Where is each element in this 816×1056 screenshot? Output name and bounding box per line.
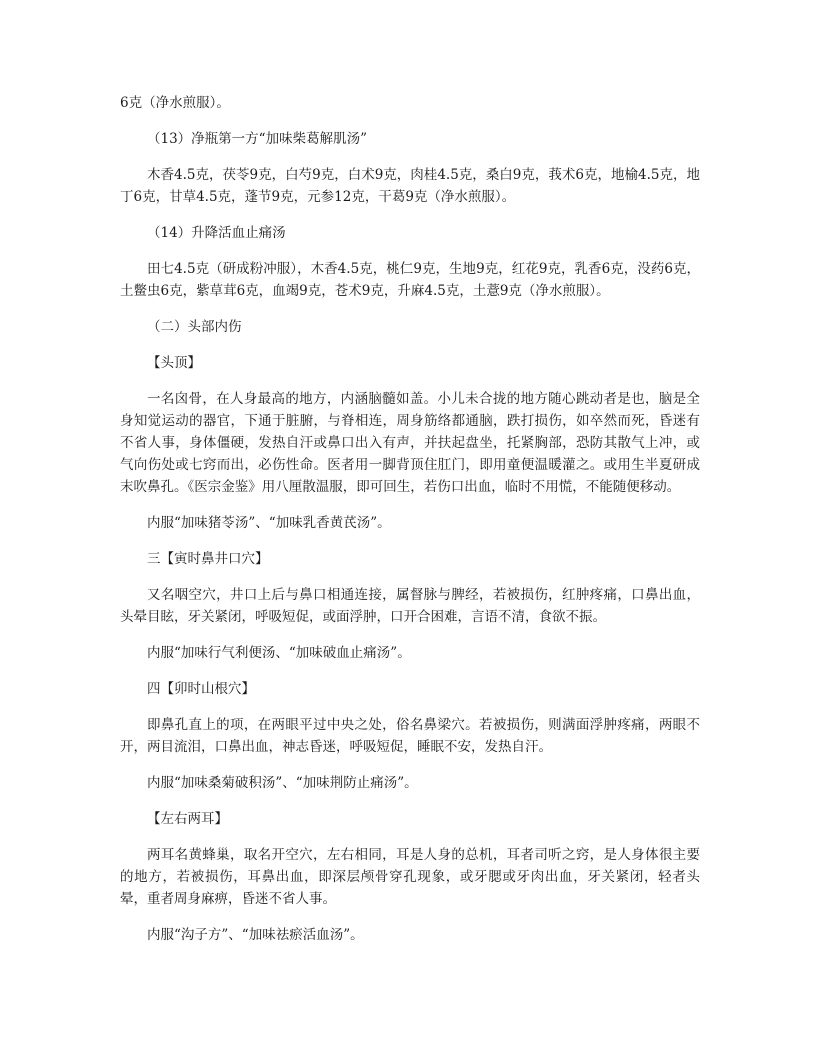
paragraph-continuation: 6克（净水煎服）。: [120, 95, 230, 111]
document-page: [120, 92, 700, 960]
subheading-both-ears: 【左右两耳】: [147, 811, 228, 827]
paragraph-crown-description: 一名囟骨，在人身最高的地方，内涵脑髓如盖。小儿未合拢的地方随心跳动者是也，脑是全身知觉运动的器官，下通于脏腑，与脊相连，周身筋络都通脑，跌打损伤，如卒然而死，昏迷有不省人事，身体僵硬，发热自汗或鼻口出入有声，并扶起盘坐，托紧胸部，恐防其散气上冲，或气向伤处或七窍而出，必伤性命。医者用一脚背顶住肛门，即用童便温暖灌之。或用生半夏研成末吹鼻孔。《医宗金鉴》用八厘散温服，即可回生，若伤口出血，临时不用慌，不能随便移动。: [120, 391, 700, 495]
paragraph-formula-13-ingredients: 木香4.5克，茯苓9克，白芍9克，白术9克，肉桂4.5克，桑白9克，莪术6克，地榆4.5克，地丁6克，甘草4.5克，蓬节9克，元参12克，干葛9克（净水煎服）。: [120, 167, 700, 205]
subheading-crown: 【头顶】: [147, 355, 201, 371]
paragraph-formula-14-ingredients: 田七4.5克（研成粉冲服），木香4.5克，桃仁9克，生地9克，红花9克，乳香6克，没药6克，土鳖虫6克，紫草茸6克，血竭9克，苍术9克，升麻4.5克，土薏9克（净水煎服）。: [120, 261, 700, 299]
paragraph-crown-prescription: 内服“加味猪苓汤”、“加味乳香黄芪汤”。: [147, 515, 391, 531]
section-heading-formula-14: （14）升降活血止痛汤: [147, 225, 286, 241]
subheading-mao-hour-point: 四【卯时山根穴】: [147, 681, 255, 697]
paragraph-yin-hour-prescription: 内服“加味行气利便汤、“加味破血止痛汤”。: [147, 645, 411, 661]
subheading-yin-hour-point: 三【寅时鼻井口穴】: [147, 551, 269, 567]
paragraph-mao-hour-prescription: 内服“加味桑菊破积汤”、“加味荆防止痛汤”。: [147, 775, 418, 791]
paragraph-yin-hour-description: 又名咽空穴，井口上后与鼻口相通连接，属督脉与脾经，若被损伤，红肿疼痛，口鼻出血，头晕目眩，牙关紧闭，呼吸短促，或面浮肿，口开合困难，言语不清，食欲不振。: [120, 587, 700, 625]
paragraph-ears-description: 两耳名黄蜂巢，取名开空穴，左右相同，耳是人身的总机，耳者司听之窍，是人身体很主要的地方，若被损伤，耳鼻出血，即深层颅骨穿孔现象，或牙腮或牙肉出血，牙关紧闭，轻者头晕，重者周身麻痹，昏迷不省人事。: [120, 847, 700, 907]
section-heading-formula-13: （13）净瓶第一方“加味柴葛解肌汤”: [147, 131, 367, 147]
section-heading-head-injury: （二）头部内伤: [147, 319, 242, 335]
paragraph-mao-hour-description: 即鼻孔直上的项，在两眼平过中央之处，俗名鼻梁穴。若被损伤，则满面浮肿疼痛，两眼不开，两目流泪，口鼻出血，神志昏迷，呼吸短促，睡眠不安，发热自汗。: [120, 717, 700, 755]
paragraph-ears-prescription: 内服“沟子方”、“加味祛瘀活血汤”。: [147, 927, 364, 943]
